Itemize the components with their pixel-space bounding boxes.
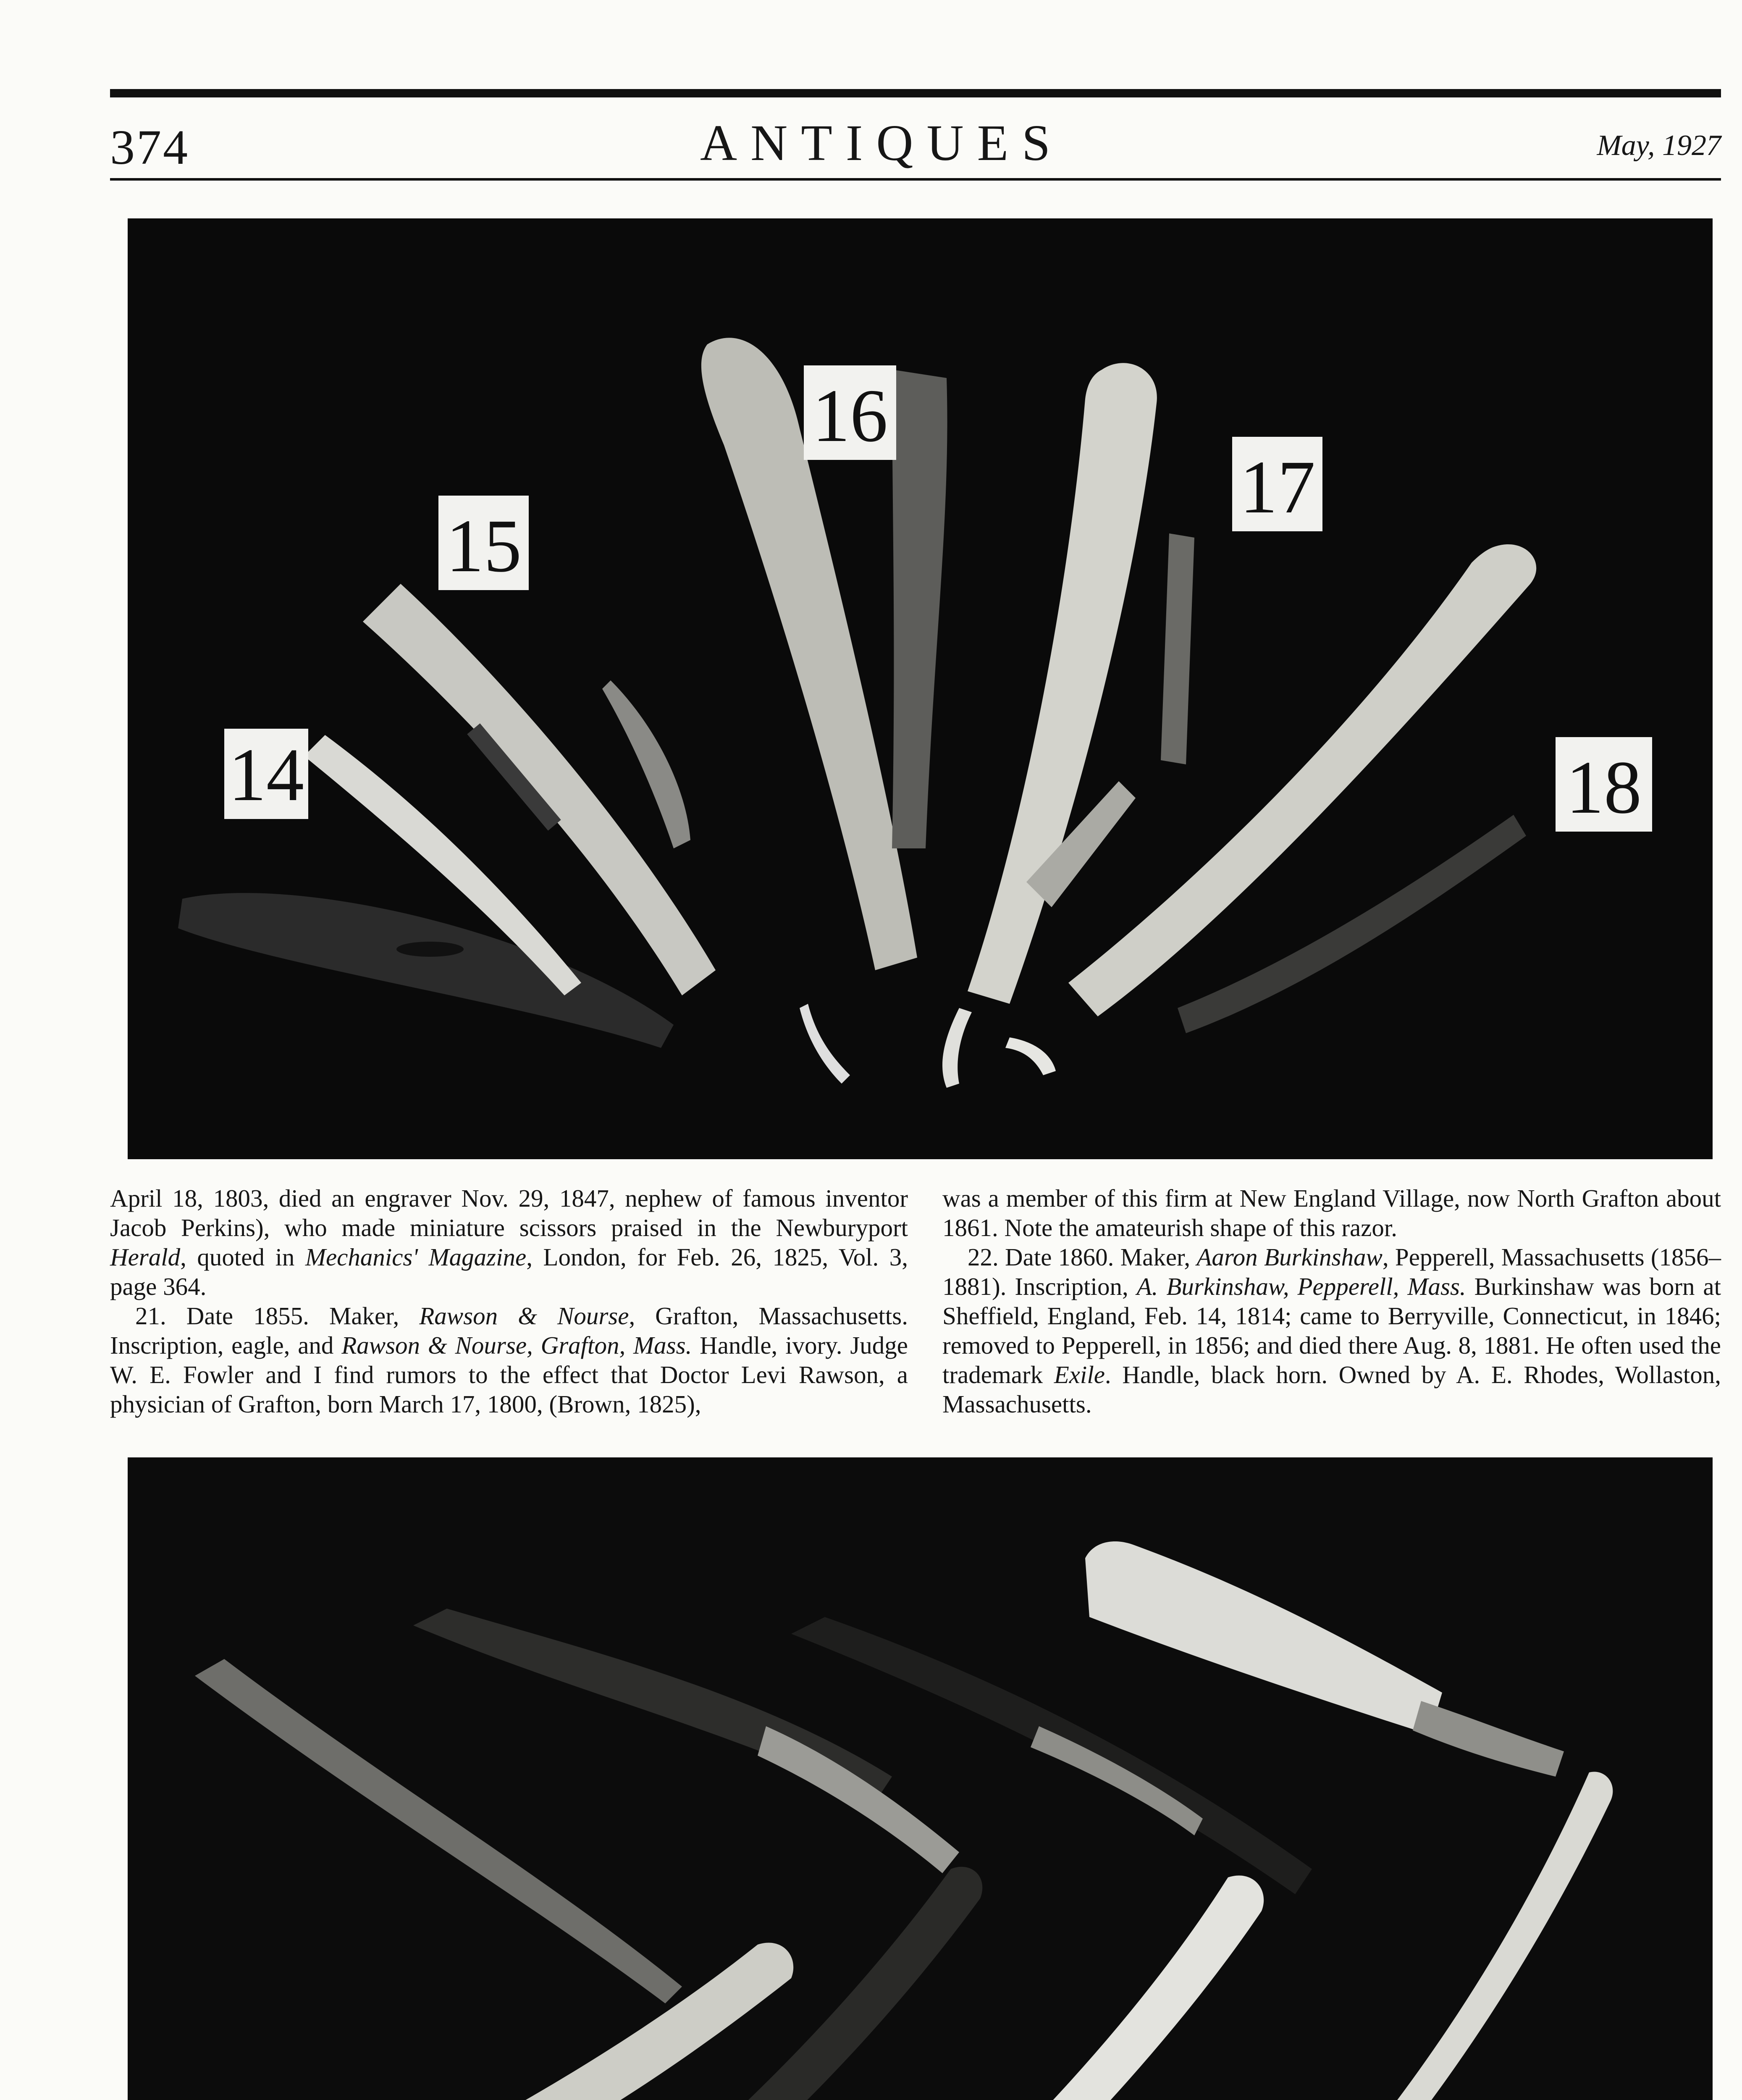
header-rule-bottom [110, 178, 1721, 181]
photo-razors-14-18-image [128, 218, 1713, 1159]
photo-razors-19-22 [128, 1457, 1713, 2100]
label-15 [438, 496, 529, 590]
label-18 [1556, 737, 1652, 832]
label-16 [804, 365, 896, 460]
paragraph-rawson-cont: was a member of this firm at New England Village, now North Grafton about 1861. Note the amateurish shape of this razor. [942, 1184, 1721, 1242]
label-14-text: 14 [228, 733, 304, 816]
header-rule-top [110, 89, 1721, 97]
page-number: 374 [110, 120, 189, 175]
label-15-text: 15 [446, 504, 522, 588]
label-17-text: 17 [1240, 445, 1315, 529]
text-column-right [942, 1184, 1721, 1419]
paragraph-item-22: 22. Date 1860. Maker, Aaron Burkinshaw, Pepperell, Massachusetts (1856–1881). Inscription, A. Burkinshaw, Pepperell, Mass. Burkinshaw was born at Sheffield, England, Feb. 14, 1814; came to Berryville, Connecticut, in 1846; removed to Pepperell, in 1856; and died there Aug. 8, 1881. He often used the trademark Exile. Handle, black horn. Owned by A. E. Rhodes, Wollaston, Massachusetts. [942, 1243, 1721, 1418]
photo-razors-14-18 [128, 218, 1713, 1159]
photo-razors-19-22-image [128, 1457, 1713, 2100]
label-18-text: 18 [1566, 746, 1642, 829]
label-16-text: 16 [812, 374, 888, 457]
paragraph-item-21: 21. Date 1855. Maker, Rawson & Nourse, Grafton, Massachusetts. Inscription, eagle, and Rawson & Nourse, Grafton, Mass. Handle, ivory. Judge W. E. Fowler and I find rumors to the effect that Doctor Levi Rawson, a physician of Grafton, born March 17, 1800, (Brown, 1825), [110, 1302, 908, 1418]
label-17 [1232, 437, 1322, 531]
paragraph-perkins: April 18, 1803, died an engraver Nov. 29, 1847, nephew of famous inventor Jacob Perkins), who made miniature scissors praised in the Newburyport Herald, quoted in Mechanics' Magazine, London, for Feb. 26, 1825, Vol. 3, page 364. [110, 1184, 908, 1300]
issue-date: May, 1927 [1597, 129, 1721, 162]
label-14 [224, 729, 308, 819]
text-column-left [110, 1184, 908, 1419]
magazine-title: ANTIQUES [700, 115, 1064, 171]
